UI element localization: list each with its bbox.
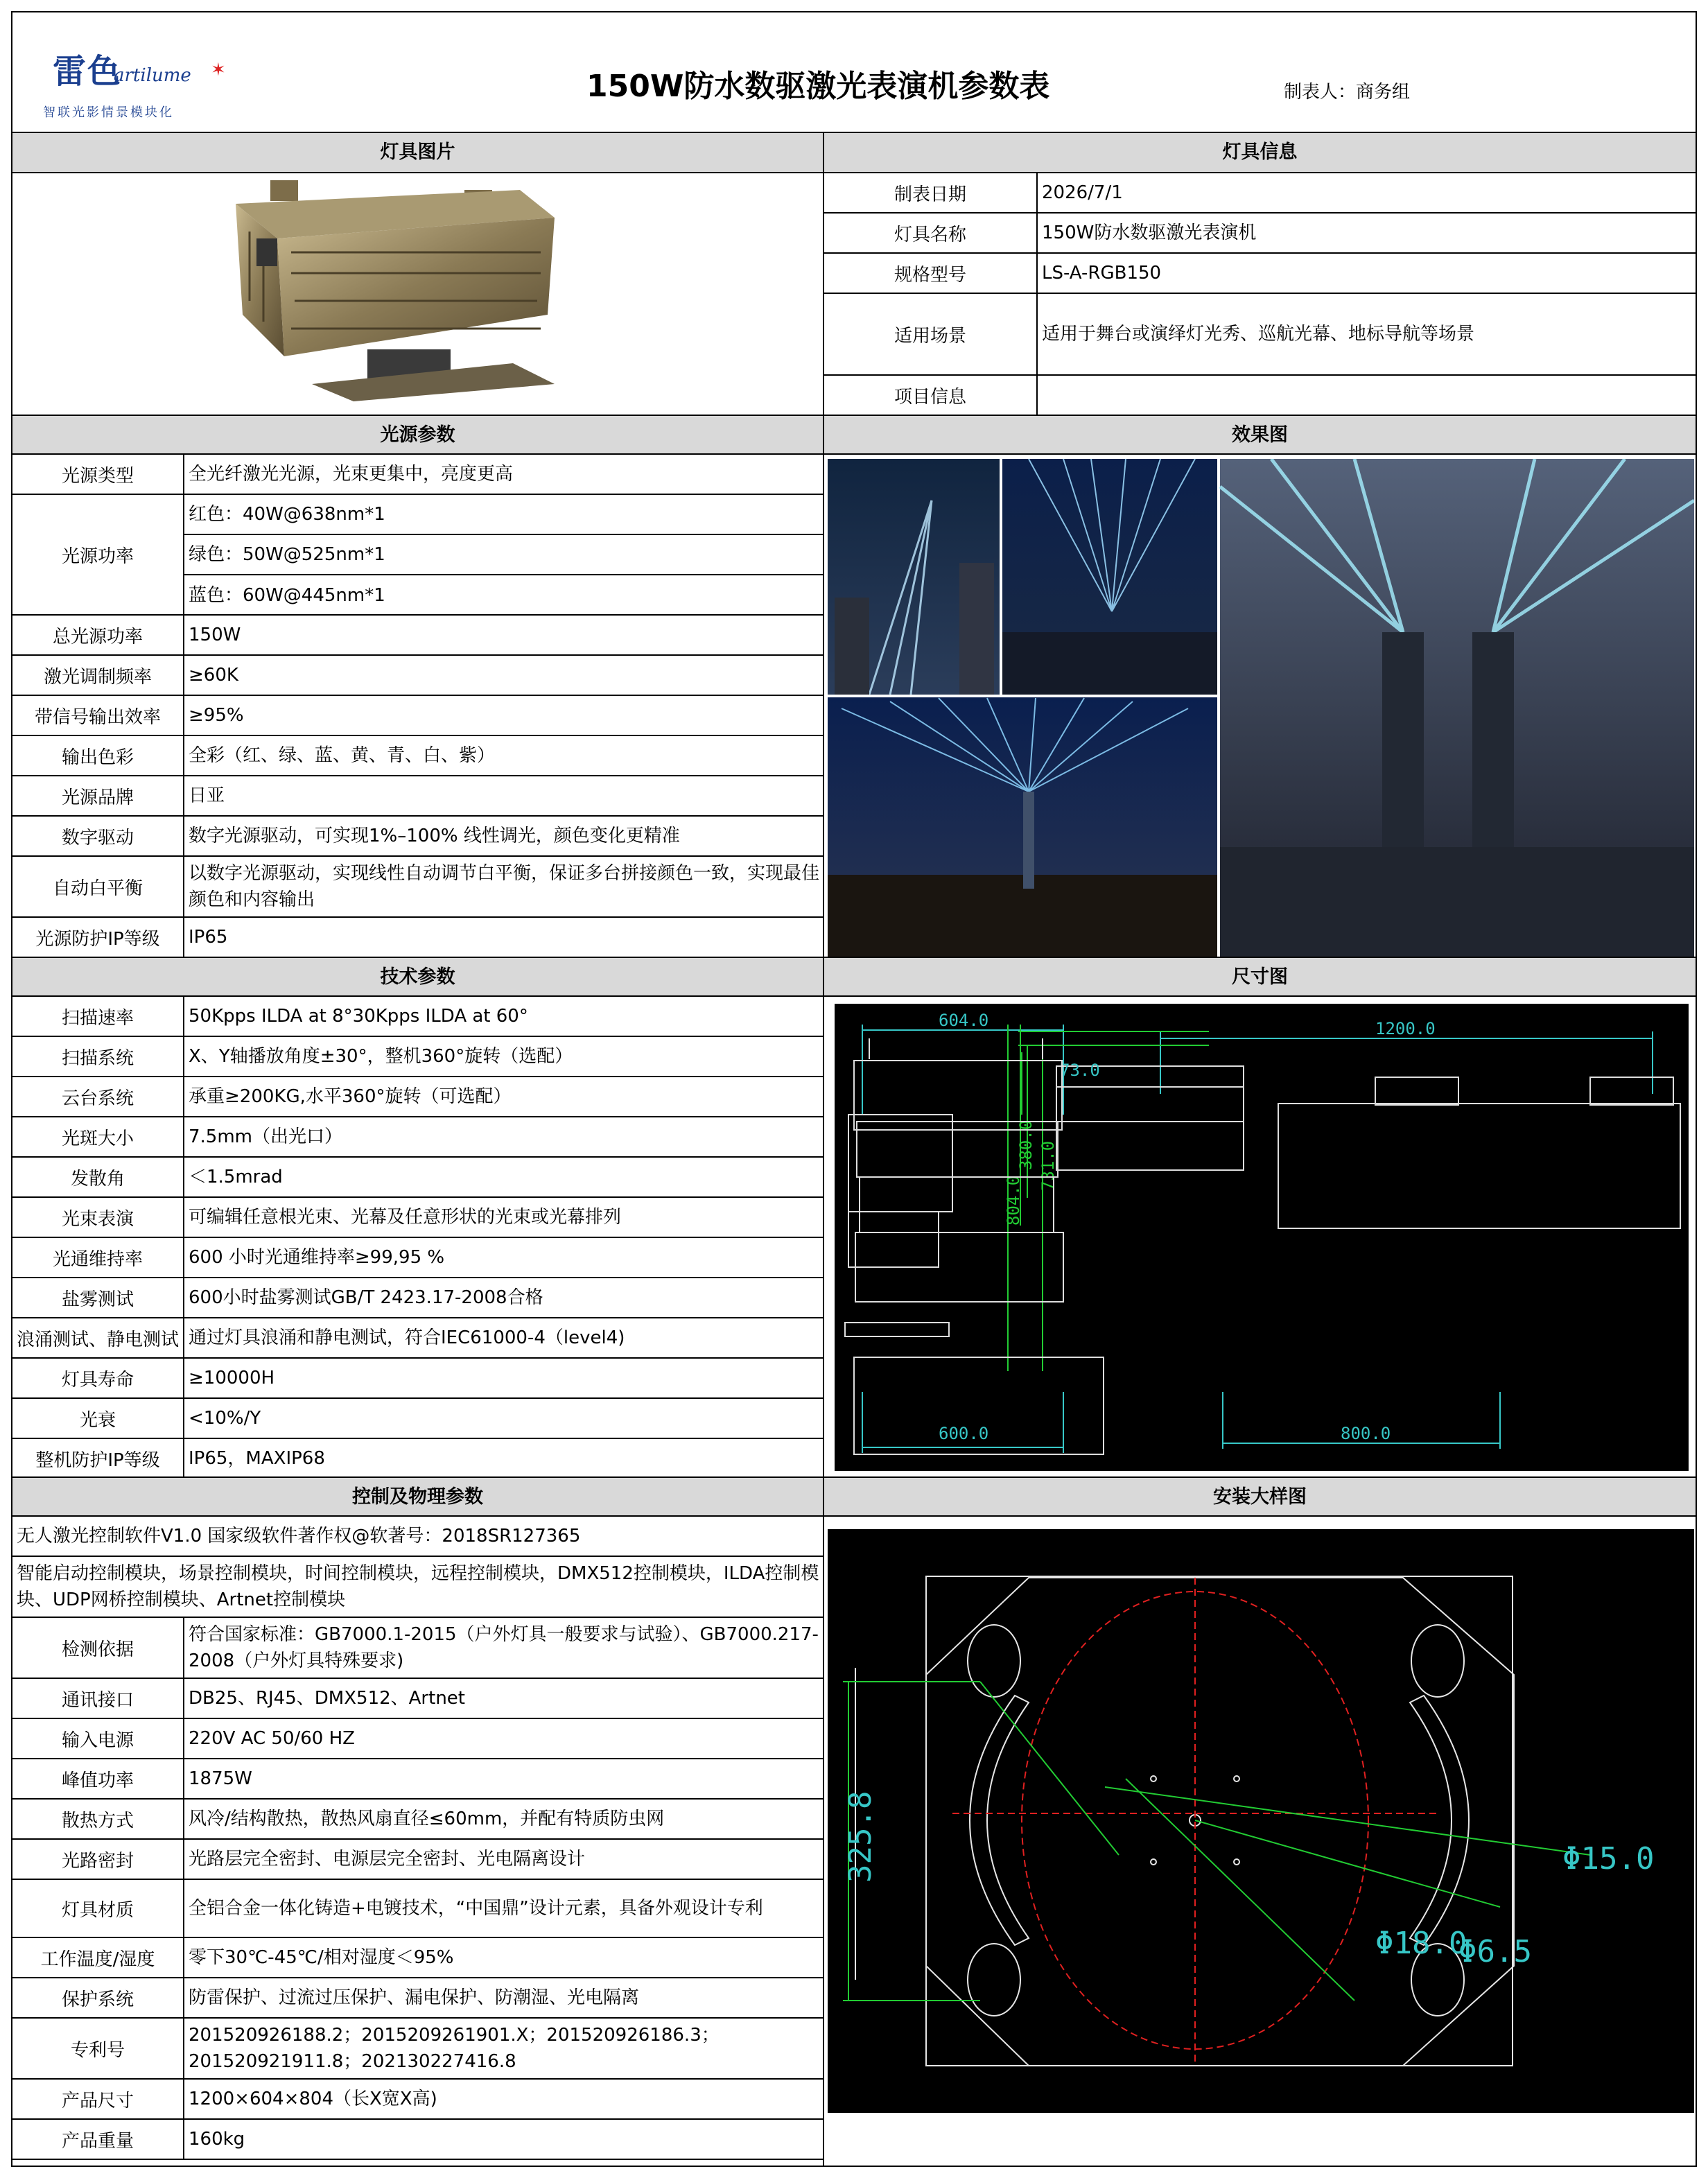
tech-row-label: 光束表演: [12, 1198, 184, 1237]
control-row-label: 灯具材质: [12, 1880, 184, 1937]
control-row-label: 专利号: [12, 2019, 184, 2078]
tech-row-value: 600小时盐雾测试GB/T 2423.17-2008合格: [189, 1287, 543, 1308]
light-row: [12, 656, 823, 696]
control-row-label: 产品尺寸: [12, 2080, 184, 2118]
control-row-value: 防雷保护、过流过压保护、漏电保护、防潮湿、光电隔离: [189, 1987, 640, 2008]
dim-front-width: 604.0: [939, 1011, 989, 1030]
control-row: [12, 1840, 823, 1880]
lamp-info-table: [824, 173, 1696, 416]
control-row-label: 散热方式: [12, 1800, 184, 1838]
dim-side-width: 1200.0: [1375, 1019, 1436, 1038]
light-row-value: ≥60K: [189, 665, 238, 686]
tech-row: [12, 1117, 823, 1158]
dim-front-base: 600.0: [939, 1424, 989, 1443]
info-row: [824, 376, 1696, 416]
install-dim-325: 325.8: [843, 1791, 878, 1883]
control-row: [12, 2120, 823, 2160]
control-row-value: 201520926188.2；2015209261901.X；201520926186.3；201520921911.8；202130227416.8: [189, 2025, 720, 2072]
control-row-value: 符合国家标准：GB7000.1-2015（户外灯具一般要求与试验）、GB7000.217-2008（户外灯具特殊要求): [189, 1624, 819, 1671]
info-row-value: 150W防水数驱激光表演机: [1042, 223, 1257, 243]
info-row-label: 制表日期: [824, 173, 1038, 212]
dim-h804: 804.0: [1004, 1175, 1023, 1226]
light-row: [12, 696, 823, 736]
light-row-value: ≥95%: [189, 705, 244, 726]
info-row-label: 规格型号: [824, 254, 1038, 293]
control-software-row-value: 无人激光控制软件V1.0 国家级软件著作权@软著号：2018SR127365: [17, 1526, 581, 1547]
control-row-value: 220V AC 50/60 HZ: [189, 1728, 355, 1749]
dim-side-base: 800.0: [1341, 1424, 1391, 1443]
control-row: [12, 1880, 823, 1938]
light-power-row: [12, 495, 823, 616]
control-row: [12, 1978, 823, 2019]
logo-star-icon: ✶: [211, 60, 226, 80]
tech-row-label: 扫描系统: [12, 1037, 184, 1076]
section-tech: 技术参数: [12, 957, 823, 997]
control-row-value: 160kg: [189, 2129, 245, 2150]
control-software-row: [12, 1517, 823, 1557]
info-row-label: 灯具名称: [824, 214, 1038, 252]
control-row: [12, 1679, 823, 1719]
control-modules-row-value: 智能启动控制模块，场景控制模块，时间控制模块，远程控制模块，DMX512控制模块，ILDA控制模块、UDP网桥控制模块、Artnet控制模块: [17, 1563, 819, 1610]
tech-row-label: 盐雾测试: [12, 1278, 184, 1317]
tech-row-label: 浪涌测试、静电测试: [12, 1318, 184, 1357]
brand-logo: [39, 39, 226, 122]
light-row-value: 150W: [189, 625, 241, 645]
tech-row-value: 7.5mm（出光口）: [189, 1126, 343, 1147]
info-row-label: 适用场景: [824, 294, 1038, 374]
control-row-value: 风冷/结构散热，散热风扇直径≤60mm，并配有特质防虫网: [189, 1809, 665, 1829]
light-row-value: 日亚: [189, 785, 225, 806]
light-row-value: 数字光源驱动，可实现1%–100% 线性调光，颜色变化更精准: [189, 826, 680, 846]
tech-row: [12, 1158, 823, 1198]
control-row: [12, 1719, 823, 1759]
tech-row: [12, 1399, 823, 1439]
control-row-label: 输入电源: [12, 1719, 184, 1758]
light-row-label: 激光调制频率: [12, 656, 184, 695]
tech-row-value: 通过灯具浪涌和静电测试，符合IEC61000-4（level4): [189, 1327, 625, 1348]
control-row-value: 光路层完全密封、电源层完全密封、光电隔离设计: [189, 1849, 586, 1870]
control-row-value: DB25、RJ45、DMX512、Artnet: [189, 1688, 465, 1709]
tech-row-label: 光衰: [12, 1399, 184, 1438]
control-row-label: 峰值功率: [12, 1759, 184, 1798]
install-dim-65: Φ6.5: [1458, 1934, 1532, 1969]
control-row-value: 全铝合金一体化铸造+电镀技术，“中国鼎”设计元素，具备外观设计专利: [189, 1898, 763, 1919]
info-row: [824, 254, 1696, 294]
tech-row: [12, 1318, 823, 1359]
control-row: [12, 2019, 823, 2080]
info-row-label: 项目信息: [824, 376, 1038, 415]
light-row: [12, 616, 823, 656]
tech-row-value: 承重≥200KG,水平360°旋转（可选配）: [189, 1086, 512, 1107]
tech-row-label: 整机防护IP等级: [12, 1439, 184, 1478]
section-lamp-info: 灯具信息: [824, 133, 1696, 173]
section-effect: 效果图: [824, 415, 1696, 455]
light-row: [12, 736, 823, 776]
control-modules-row: [12, 1557, 823, 1618]
info-row-value: 适用于舞台或演绎灯光秀、巡航光幕、地标导航等场景: [1042, 324, 1475, 345]
tech-row: [12, 1077, 823, 1117]
control-row-value: 1875W: [189, 1768, 252, 1789]
install-drawing: [828, 1529, 1694, 2113]
tech-row: [12, 997, 823, 1037]
control-row: [12, 2080, 823, 2120]
tech-row: [12, 1198, 823, 1238]
light-power-value: 绿色：50W@525nm*1: [184, 535, 823, 575]
dim-h73: 73.0: [1060, 1061, 1100, 1080]
tech-row: [12, 1359, 823, 1399]
lamp-photo: [229, 176, 561, 405]
tech-row-label: 扫描速率: [12, 997, 184, 1036]
control-row: [12, 1938, 823, 1978]
sheet-header: [11, 11, 1697, 133]
section-install: 安装大样图: [824, 1476, 1696, 1517]
section-control: 控制及物理参数: [12, 1476, 823, 1517]
light-row: [12, 776, 823, 817]
control-row-label: 保护系统: [12, 1978, 184, 2017]
control-row-label: 光路密封: [12, 1840, 184, 1879]
logo-mark: 雷色: [53, 52, 123, 91]
light-row: [12, 857, 823, 918]
control-row-value: 1200×604×804（长X宽X高): [189, 2089, 437, 2109]
light-row-label: 数字驱动: [12, 817, 184, 855]
maker-label: 制表人：商务组: [1284, 82, 1411, 103]
tech-row: [12, 1439, 823, 1479]
tech-row: [12, 1037, 823, 1077]
install-dim-150: Φ15.0: [1562, 1841, 1655, 1876]
light-row: [12, 817, 823, 857]
tech-row-label: 发散角: [12, 1158, 184, 1196]
control-row-value: 零下30℃-45℃/相对湿度＜95%: [189, 1947, 454, 1968]
light-row-value: IP65: [189, 927, 228, 948]
tech-row: [12, 1278, 823, 1318]
tech-row-value: 600 小时光通维持率≥99,95 %: [189, 1247, 445, 1268]
dim-h380: 380.0: [1016, 1120, 1036, 1170]
control-row: [12, 1759, 823, 1800]
section-light-source: 光源参数: [12, 415, 823, 455]
install-dim-180: Φ18.0: [1375, 1926, 1467, 1961]
control-row: [12, 1800, 823, 1840]
tech-row-value: 50Kpps ILDA at 8°30Kpps ILDA at 60°: [189, 1006, 528, 1027]
tech-row-label: 云台系统: [12, 1077, 184, 1116]
control-row-label: 产品重量: [12, 2120, 184, 2159]
tech-row-value: X、Y轴播放角度±30°，整机360°旋转（选配）: [189, 1046, 573, 1067]
light-row-label: 光源品牌: [12, 776, 184, 815]
info-row: [824, 173, 1696, 214]
light-row-label: 总光源功率: [12, 616, 184, 654]
tech-row-label: 光斑大小: [12, 1117, 184, 1156]
logo-script: artilume: [114, 65, 191, 86]
section-lamp-image: 灯具图片: [12, 133, 823, 173]
light-row-label: 输出色彩: [12, 736, 184, 775]
tech-row-value: ＜1.5mrad: [189, 1167, 283, 1187]
light-power-value: 红色：40W@638nm*1: [184, 495, 823, 535]
tech-row-value: 可编辑任意根光束、光幕及任意形状的光束或光幕排列: [189, 1207, 622, 1228]
tech-row-value: <10%/Y: [189, 1408, 261, 1429]
light-row-value: 全彩（红、绿、蓝、黄、青、白、紫）: [189, 745, 496, 766]
light-row: [12, 918, 823, 958]
light-row-label: 光源防护IP等级: [12, 918, 184, 957]
light-row-label: 带信号输出效率: [12, 696, 184, 735]
page-title: 150W防水数驱激光表演机参数表: [586, 69, 1050, 104]
control-row: [12, 1618, 823, 1679]
info-row: [824, 294, 1696, 376]
light-row-label: 光源类型: [12, 455, 184, 494]
info-row-value: 2026/7/1: [1042, 182, 1123, 203]
control-row-label: 工作温度/湿度: [12, 1938, 184, 1977]
light-power-value: 蓝色：60W@445nm*1: [189, 585, 385, 606]
effect-photos: [828, 459, 1694, 957]
light-power-label: 光源功率: [12, 495, 184, 614]
tech-row-label: 光通维持率: [12, 1238, 184, 1277]
tech-row-value: ≥10000H: [189, 1368, 275, 1388]
dimension-drawing: [835, 1004, 1689, 1471]
control-row-label: 通讯接口: [12, 1679, 184, 1718]
logo-slogan: 智联光影情景模块化: [43, 105, 174, 120]
light-row-label: 自动白平衡: [12, 857, 184, 916]
section-dimension: 尺寸图: [824, 957, 1696, 997]
info-row-value: [1038, 376, 1696, 415]
info-row: [824, 214, 1696, 254]
tech-row-value: IP65，MAXIP68: [189, 1448, 325, 1469]
control-row-label: 检测依据: [12, 1618, 184, 1678]
tech-row: [12, 1238, 823, 1278]
light-row-value: 全光纤激光光源，光束更集中，亮度更高: [189, 464, 514, 485]
light-row: [12, 455, 823, 495]
dim-h731: 731.0: [1038, 1140, 1058, 1191]
tech-row-label: 灯具寿命: [12, 1359, 184, 1397]
info-row-value: LS-A-RGB150: [1042, 263, 1162, 284]
light-row-value: 以数字光源驱动，实现线性自动调节白平衡，保证多台拼接颜色一致，实现最佳颜色和内容输出: [189, 863, 820, 910]
